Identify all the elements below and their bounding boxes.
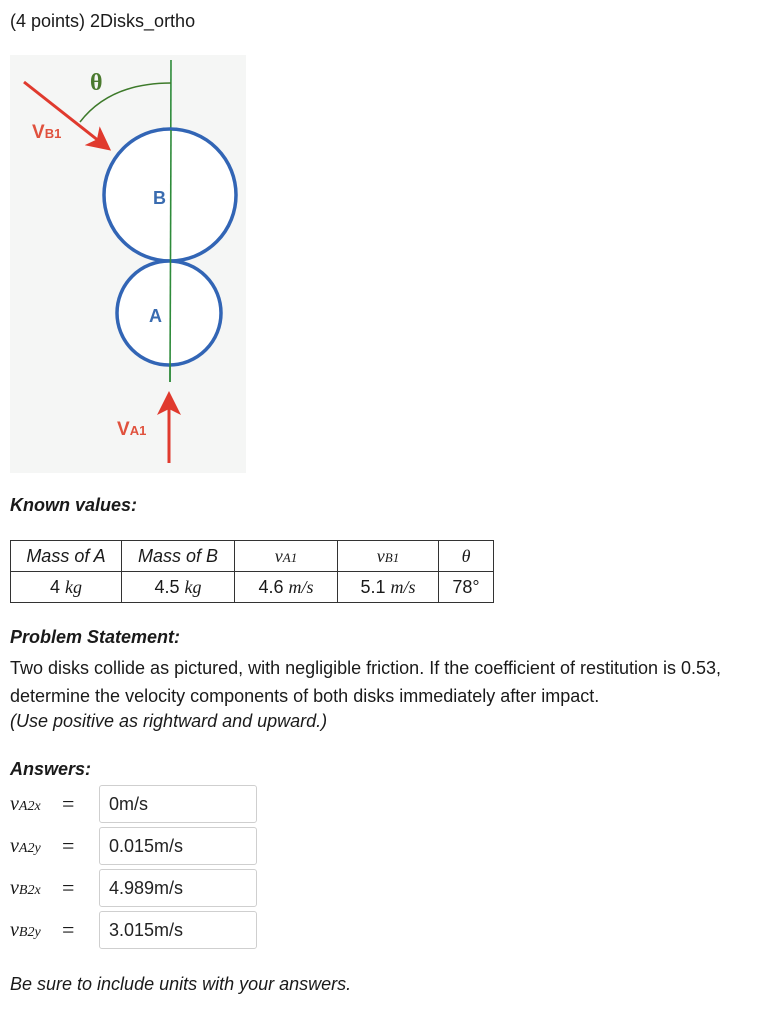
header-vb1: vB1 — [338, 541, 439, 572]
problem-statement-text: Two disks collide as pictured, with negligible friction. If the coefficient of restitution is 0.53, determine the velocity components of both disks immediately after impact. — [10, 658, 722, 706]
answer-row-vb2x — [10, 869, 270, 909]
value-vb1: 5.1 m/s — [338, 572, 439, 603]
disk-a — [117, 261, 221, 365]
value-va1: 4.6 m/s — [235, 572, 338, 603]
answer-input-vb2y[interactable] — [99, 911, 257, 949]
answer-variable: vA2x — [10, 793, 41, 815]
va1-label: VA1 — [117, 419, 147, 440]
answer-row-vb2y — [10, 911, 270, 951]
units-reminder: Be sure to include units with your answers. — [10, 974, 352, 994]
answer-variable: vB2y — [10, 919, 41, 941]
header-mass-b: Mass of B — [122, 541, 235, 572]
header-mass-a: Mass of A — [11, 541, 122, 572]
sign-convention-hint: (Use positive as rightward and upward.) — [10, 711, 328, 731]
equals-sign: = — [62, 917, 75, 942]
value-mass-b: 4.5 kg — [122, 572, 235, 603]
disk-a-label: A — [149, 306, 162, 326]
equals-sign: = — [62, 791, 75, 816]
problem-statement-label: Problem Statement: — [10, 627, 181, 647]
table-header-row — [11, 541, 494, 572]
answer-input-vb2x[interactable] — [99, 869, 257, 907]
answer-variable: vB2x — [10, 877, 41, 899]
theta-label: θ — [90, 70, 103, 96]
equals-sign: = — [62, 833, 75, 858]
vb1-label: VB1 — [32, 122, 62, 143]
answers-label: Answers: — [10, 759, 92, 779]
collision-diagram — [10, 55, 246, 473]
header-va1: vA1 — [235, 541, 338, 572]
disk-b-label: B — [153, 188, 166, 208]
header-theta: θ — [439, 541, 494, 572]
answer-row-va2y — [10, 827, 270, 867]
equals-sign: = — [62, 875, 75, 900]
value-mass-a: 4 kg — [11, 572, 122, 603]
line-of-impact-over — [170, 130, 171, 382]
answer-input-va2y[interactable] — [99, 827, 257, 865]
answer-input-va2x[interactable] — [99, 785, 257, 823]
question-title: (4 points) 2Disks_ortho — [10, 11, 196, 31]
value-theta: 78° — [439, 572, 494, 603]
known-values-label: Known values: — [10, 495, 138, 515]
answer-row-va2x — [10, 785, 270, 825]
collision-figure — [10, 55, 246, 473]
known-values-table — [10, 540, 494, 603]
table-value-row — [11, 572, 494, 603]
answer-variable: vA2y — [10, 835, 41, 857]
